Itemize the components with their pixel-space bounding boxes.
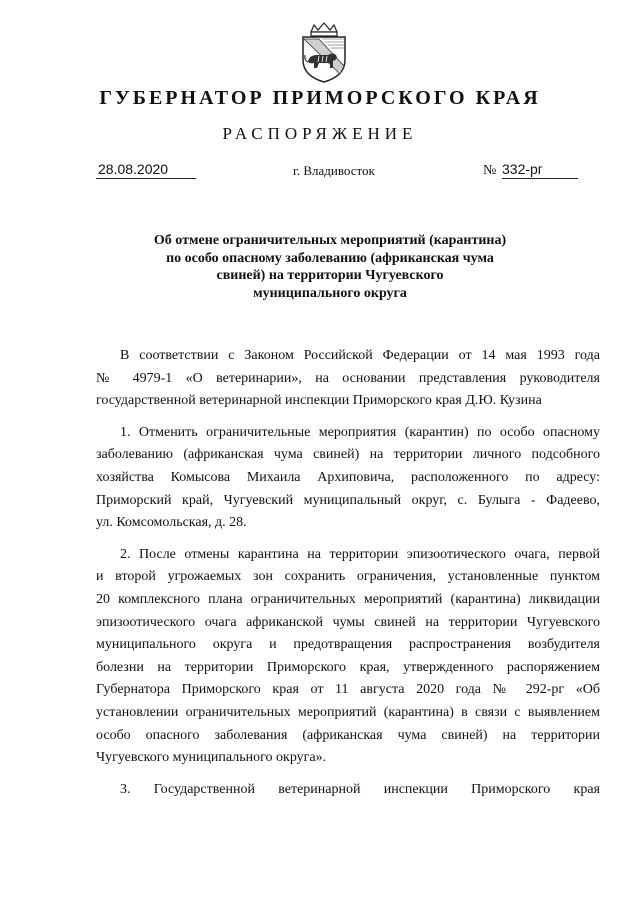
text-line: эпизоотического очага африканской чумы свиней на территории Чугуевского <box>96 614 600 630</box>
text-line: Приморский край, Чугуевский муниципальный округ, с. Булыга - Фадеево, <box>96 492 600 508</box>
heading-line: свиней) на территории Чугуевского <box>216 268 444 283</box>
paragraph-item-3 <box>96 779 600 802</box>
text-line: 20 комплексного плана ограничительных мероприятий (карантина) ликвидации <box>96 591 600 607</box>
text-line: болезни на территории Приморского края, утвержденного распоряжением <box>96 659 600 675</box>
text-line: 1. Отменить ограничительные мероприятия (карантин) по особо опасному <box>120 424 600 440</box>
document-number: 332-рг <box>502 160 578 179</box>
heading-line: муниципального округа <box>253 285 407 301</box>
text-line: установлении ограничительных мероприятий (карантина) в связи с выявлением <box>96 704 600 720</box>
text-line: 3. Государственной ветеринарной инспекции Приморского края <box>120 781 600 797</box>
text-line: Губернатора Приморского края от 11 августа 2020 года № 292-рг «Об <box>96 682 600 698</box>
document-type: РАСПОРЯЖЕНИЕ <box>222 124 418 143</box>
text-line: ул. Комсомольская, д. 28. <box>96 515 247 531</box>
text-line: В соответствии с Законом Российской Федерации от 14 мая 1993 года <box>120 348 600 363</box>
text-line: 2. После отмены карантина на территории эпизоотического очага, первой <box>120 546 600 562</box>
paragraph-item-1 <box>96 422 600 535</box>
text-line: особо опасного заболевания (африканская чума свиней) на территории <box>96 727 600 743</box>
heading-line: Об отмене ограничительных мероприятий (карантина) <box>153 233 507 248</box>
authority-title: ГУБЕРНАТОР ПРИМОРСКОГО КРАЯ <box>99 87 541 109</box>
text-line: № 4979-1 «О ветеринарии», на основании представления руководителя <box>96 370 600 386</box>
text-line: государственной ветеринарной инспекции Приморского края Д.Ю. Кузина <box>96 393 542 409</box>
document-city: г. Владивосток <box>293 163 375 178</box>
text-line: муниципального округа и предотвращения распространения возбудителя <box>96 637 600 653</box>
heading-line: по особо опасному заболеванию (африканская чума <box>166 250 494 266</box>
text-line: и второй угрожаемых зон сохранить ограничения, установленные пунктом <box>96 569 600 585</box>
paragraph-preamble <box>96 345 600 413</box>
number-sign: № <box>483 163 497 178</box>
text-line: хозяйства Комысова Михаила Архиповича, расположенного по адресу: <box>96 469 600 485</box>
coat-of-arms-icon <box>295 22 353 84</box>
text-line: заболеванию (африканская чума свиней) на территории личного подсобного <box>96 447 600 463</box>
paragraph-item-2 <box>96 544 600 770</box>
document-heading <box>120 232 540 302</box>
text-line: Чугуевского муниципального округа». <box>96 750 327 766</box>
document-body <box>96 345 600 810</box>
document-date: 28.08.2020 <box>96 160 196 179</box>
